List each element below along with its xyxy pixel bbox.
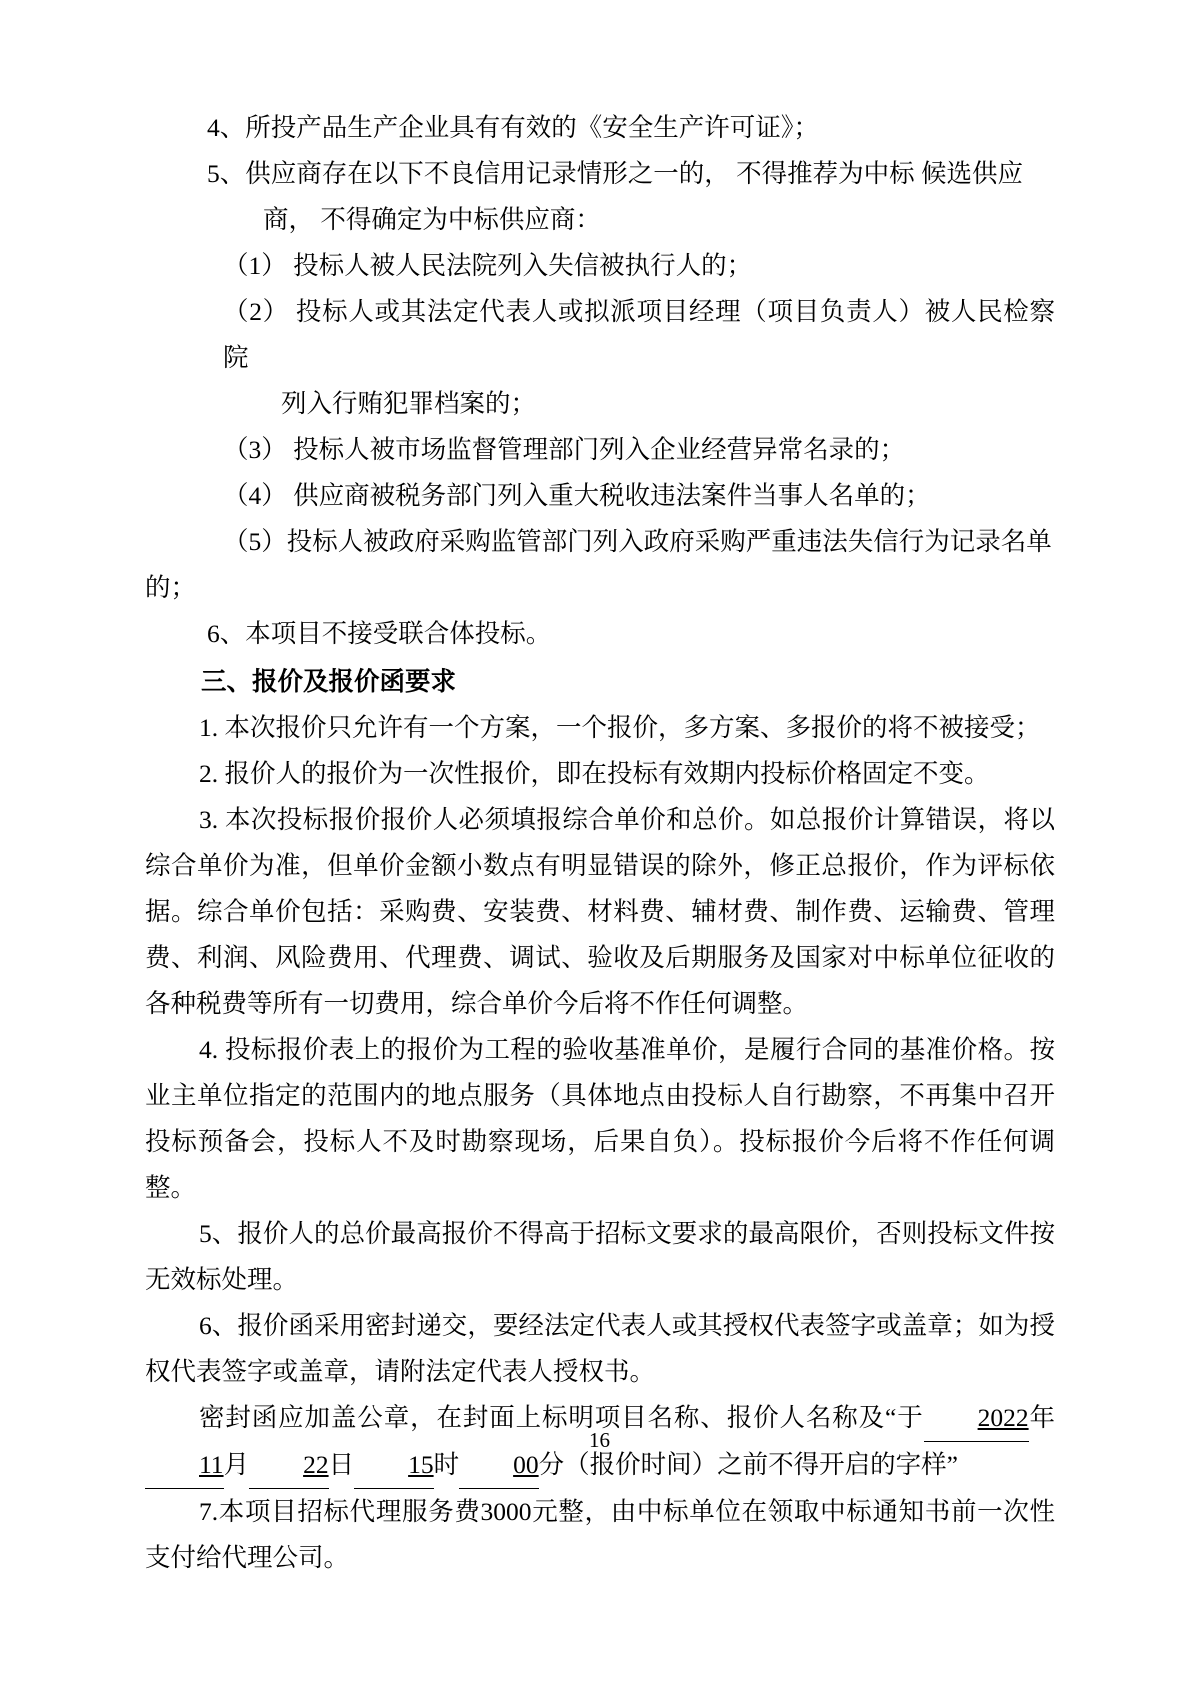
deadline-month-value: 11: [145, 1442, 224, 1489]
clause-item-5-5-line1: （5）投标人被政府采购监管部门列入政府采购严重违法失信行为记录名单: [223, 527, 1052, 556]
clause-item-5-3: （3） 投标人被市场监督管理部门列入企业经营异常名录的；: [223, 435, 906, 464]
clause-item-5-line2: 商， 不得确定为中标供应商：: [263, 205, 601, 234]
document-body: [145, 105, 1055, 1581]
sealed-letter-suffix: 分（报价时间）之前不得开启的字样”: [538, 1450, 958, 1479]
pricing-item-5: 5、报价人的总价最高报价不得高于招标文要求的最高限价，否则投标文件按无效标处理。: [145, 1219, 1055, 1294]
page-number: 16: [589, 1428, 610, 1452]
clause-item-4: 4、所投产品生产企业具有有效的《安全生产许可证》；: [207, 113, 820, 142]
deadline-minute-value: 00: [459, 1442, 539, 1489]
pricing-item-4: 4. 投标报价表上的报价为工程的验收基准单价，是履行合同的基准价格。按业主单位指定的范围内的地点服务（具体地点由投标人自行勘察，不再集中召开投标预备会，投标人不及时勘察现场，后果自负）。投标报价今后将不作任何调整。: [145, 1035, 1055, 1202]
deadline-year-value: 2022: [924, 1395, 1029, 1442]
pricing-item-7: 7.本项目招标代理服务费3000元整，由中标单位在领取中标通知书前一次性支付给代理公司。: [145, 1497, 1055, 1572]
pricing-item-2: 2. 报价人的报价为一次性报价，即在投标有效期内投标价格固定不变。: [199, 759, 990, 788]
pricing-item-6: 6、报价函采用密封递交，要经法定代表人或其授权代表签字或盖章；如为授权代表签字或盖章，请附法定代表人授权书。: [145, 1311, 1055, 1386]
deadline-month-unit: 月: [223, 1450, 250, 1479]
clause-item-5-4: （4） 供应商被税务部门列入重大税收违法案件当事人名单的；: [223, 481, 931, 510]
clause-item-5-2-line2: 列入行贿犯罪档案的；: [281, 389, 537, 418]
deadline-year-unit: 年: [1028, 1403, 1055, 1432]
deadline-day-value: 22: [249, 1442, 329, 1489]
sealed-letter-prefix: 密封函应加盖公章，在封面上标明项目名称、报价人名称及“于: [199, 1403, 924, 1432]
clause-item-5-1: （1） 投标人被人民法院列入失信被执行人的；: [223, 251, 753, 280]
clause-item-5-line1: 5、供应商存在以下不良信用记录情形之一的， 不得推荐为中标 候选供应: [207, 159, 1024, 188]
pricing-item-3: 3. 本次投标报价报价人必须填报综合单价和总价。如总报价计算错误，将以综合单价为准，但单价金额小数点有明显错误的除外，修正总报价，作为评标依据。综合单价包括：采购费、安装费、材料费、辅材费、制作费、运输费、管理费、利润、风险费用、代理费、调试、验收及后期服务及国家对中标单位征收的各种税费等所有一切费用，综合单价今后将不作任何调整。: [145, 805, 1055, 1018]
deadline-hour-value: 15: [354, 1442, 434, 1489]
deadline-hour-unit: 时: [433, 1450, 460, 1479]
pricing-item-1: 1. 本次报价只允许有一个方案，一个报价，多方案、多报价的将不被接受；: [199, 713, 1041, 742]
clause-item-5-2-line1: （2） 投标人或其法定代表人或拟派项目经理（项目负责人）被人民检察院: [223, 297, 1055, 372]
deadline-day-unit: 日: [328, 1450, 355, 1479]
clause-item-5-5-line2: 的；: [145, 573, 197, 602]
section-heading-three: 三、报价及报价函要求: [201, 667, 457, 696]
clause-item-6: 6、本项目不接受联合体投标。: [207, 619, 552, 648]
